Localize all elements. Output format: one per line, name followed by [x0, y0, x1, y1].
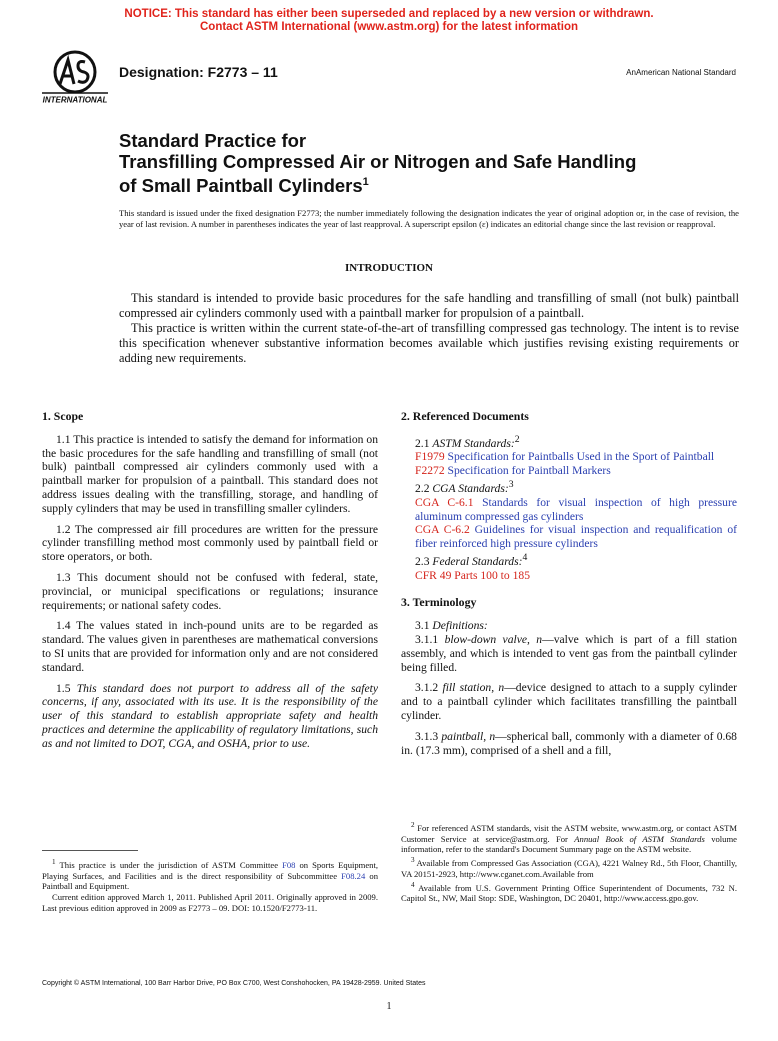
reference-f2272[interactable] — [401, 464, 737, 478]
introduction-paragraph-1: This standard is intended to provide basic procedures for the safe handling and transfilling of small (not bulk) paintball compressed air cylinders commonly used with a paintball marker for propulsion of a paintball. — [119, 291, 739, 320]
definition-3-1-2-number: 3.1.2 — [415, 681, 443, 695]
page-number: 1 — [386, 1001, 392, 1012]
footnote-2-text-b: volume information, refer to the standard's Document Summary page on the ASTM website. — [401, 833, 737, 855]
left-footnotes — [42, 850, 378, 914]
footnote-1-text-c: on Paintball and Equipment. — [42, 870, 378, 892]
footnote-2-book-title: Annual Book of ASTM Standards — [574, 833, 705, 844]
footnote-4-text: Available from U.S. Government Printing Office Superintendent of Documents, 732 N. Capitol St., NW, Mail Stop: SDE, Washington, DC 20401, http://www.access.gpo.gov. — [401, 882, 737, 904]
footnote-divider — [42, 850, 138, 851]
f2272-title[interactable]: Specification for Paintball Markers — [447, 464, 611, 478]
introduction-heading: INTRODUCTION — [344, 262, 433, 274]
scope-1-1: 1.1 This practice is intended to satisfy the demand for information on the basic procedures for the safe handling and transfilling of small (not bulk) paintball compressed air cylinders commonly used with a paintball marker for propulsion of a paintball. This standard does not address issues dealing with the transfilling, storage, and handling of supply cylinders that may be used in transfilling smaller cylinders. — [42, 432, 378, 515]
astm-standards-title: ASTM Standards: — [432, 436, 515, 450]
right-footnotes — [401, 820, 737, 904]
scope-heading: 1. Scope — [42, 409, 84, 423]
right-column — [401, 410, 737, 764]
footnote-1-text-b: on Sports Equipment, Playing Surfaces, and Facilities and is the direct responsibility of Subcommittee — [42, 859, 379, 881]
footnote-3 — [401, 855, 737, 879]
title-line-3 — [119, 172, 739, 196]
scope-1-5-text: This standard does not purport to address all of the safety concerns, if any, associated with its use. It is the responsibility of the user of this standard to establish appropriate safety and health practices and determine the applicability of regulatory limitations, such as and not limited to DOT, CGA, and OSHA, prior to use. — [42, 681, 378, 750]
footnote-3-text: Available from Compressed Gas Association (CGA), 4221 Walney Rd., 5th Floor, Chantilly, VA 20151-2923, http://www.cganet.com.Available from — [401, 858, 737, 879]
scope-1-2: 1.2 The compressed air fill procedures are written for the pressure cylinder transfilling method most commonly used by paintball field or store operators, or both. — [42, 522, 378, 564]
cga-c61-title[interactable]: Standards for visual inspection of high pressure aluminum compressed gas cylinders — [415, 495, 737, 523]
title-line-3-text: of Small Paintball Cylinders — [119, 175, 363, 197]
footnote-1-text-a: This practice is under the jurisdiction of ASTM Committee — [59, 859, 283, 870]
definition-3-1-3-number: 3.1.3 — [415, 729, 442, 743]
federal-standards-footnote-ref: 4 — [522, 551, 528, 563]
cga-standards-title: CGA Standards: — [432, 481, 509, 495]
federal-standards-label — [401, 551, 737, 569]
referenced-documents-heading: 2. Referenced Documents — [401, 409, 529, 423]
introduction-body — [119, 291, 739, 366]
footnote-2 — [401, 820, 737, 855]
definitions-number: 3.1 — [415, 619, 433, 633]
definition-3-1-2-text: —device designed to attach to a supply cylinder and to a paintball cylinder which facilitates transfilling the paintball cylinder. — [401, 681, 737, 722]
copyright: Copyright © ASTM International, 100 Barr Harbor Drive, PO Box C700, West Conshohocken, PA 19428-2959. United States — [42, 980, 426, 987]
document-title — [119, 130, 739, 196]
astm-standards-label — [401, 433, 737, 451]
left-column — [42, 410, 378, 758]
cga-standards-number: 2.2 — [415, 481, 433, 495]
footnote-4 — [401, 880, 737, 904]
reference-cga-c62[interactable] — [401, 523, 737, 551]
scope-1-3: 1.3 This document should not be confused with federal, state, provincial, or municipal specifications or regulations; insurance requirements; or national safety codes. — [42, 570, 378, 612]
astm-logo — [38, 48, 112, 110]
reference-cfr49[interactable] — [401, 569, 737, 583]
footnote-3-mark: 3 — [411, 856, 415, 865]
reference-cga-c61[interactable] — [401, 496, 737, 524]
logo-text: INTERNATIONAL — [42, 95, 108, 105]
f1979-code[interactable]: F1979 — [415, 450, 445, 464]
terminology-heading: 3. Terminology — [401, 595, 477, 610]
definition-fill-station — [401, 681, 737, 722]
federal-standards-number: 2.3 — [415, 554, 433, 568]
designation: Designation: F2773 – 11 — [119, 64, 278, 80]
title-line-1: Standard Practice for — [119, 130, 307, 151]
definition-3-1-1-text: —valve which is part of a fill station assembly, and which is intended to vent gas from the paintball cylinder being filled. — [401, 632, 737, 674]
definition-3-1-3-term: paintball, n — [441, 729, 496, 743]
notice-line-1: NOTICE: This standard has either been superseded and replaced by a new version or withdrawn. — [124, 8, 654, 20]
scope-1-4: 1.4 The values stated in inch-pound units are to be regarded as standard. The values given in parentheses are mathematical conversions to SI units that are provided for information only and are not considered standard. — [42, 619, 378, 674]
cga-c62-title[interactable]: Guidelines for visual inspection and requalification of fiber reinforced high pressure cylinders — [415, 523, 737, 551]
definition-3-1-1-number: 3.1.1 — [415, 632, 445, 646]
footnote-current-edition: Current edition approved March 1, 2011. Published April 2011. Originally approved in 2009. Last previous edition approved in 2009 as F2773 – 09. DOI: 10.1520/F2773-11. — [42, 892, 378, 914]
footnote-2-text-a: For referenced ASTM standards, visit the ASTM website, www.astm.org, or contact ASTM Customer Service at service@astm.org. For — [401, 822, 738, 844]
committee-f08-link[interactable]: F08 — [282, 859, 296, 870]
subcommittee-f08-24-link[interactable]: F08.24 — [341, 870, 366, 881]
cga-c61-code[interactable]: CGA C-6.1 — [415, 495, 474, 509]
astm-logo-icon — [38, 48, 112, 110]
issued-statement: This standard is issued under the fixed designation F2773; the number immediately following the designation indicates the year of original adoption or, in the case of revision, the year of last revision. A number in parentheses indicates the year of last reapproval. A superscript epsilon (ε) indicates an editorial change since the last revision or reapproval. — [119, 208, 739, 229]
reference-f1979[interactable] — [401, 450, 737, 464]
footnote-2-mark: 2 — [411, 821, 415, 829]
federal-standards-title: Federal Standards: — [432, 554, 523, 568]
footnote-1-mark: 1 — [52, 858, 56, 866]
definition-3-1-1-term: blow-down valve, n — [444, 632, 543, 646]
definition-blow-down-valve — [401, 633, 737, 674]
withdrawal-notice — [0, 8, 778, 34]
cga-standards-label — [401, 478, 737, 496]
f2272-code[interactable]: F2272 — [415, 464, 445, 478]
definition-3-1-2-term: fill station, n — [442, 681, 505, 695]
f1979-title[interactable]: Specification for Paintballs Used in the Sport of Paintball — [447, 450, 715, 464]
astm-standards-footnote-ref: 2 — [514, 433, 520, 445]
title-line-2: Transfilling Compressed Air or Nitrogen and Safe Handling — [119, 151, 637, 172]
notice-line-2: Contact ASTM International (www.astm.org) for the latest information — [199, 21, 579, 33]
definitions-title: Definitions: — [432, 619, 488, 633]
definition-3-1-3-text: —spherical ball, commonly with a diameter of 0.68 in. (17.3 mm), comprised of a shell and a fill, — [401, 729, 737, 757]
astm-standards-number: 2.1 — [415, 436, 433, 450]
cga-c62-code[interactable]: CGA C-6.2 — [415, 523, 470, 537]
definition-paintball — [401, 730, 737, 758]
introduction-paragraph-2: This practice is written within the current state-of-the-art of transfilling compressed gas technology. The intent is to revise this specification whenever substantive information becomes available which justifies revising existing requirements or adding new requirements. — [119, 321, 739, 365]
american-national-standard: AnAmerican National Standard — [626, 68, 736, 77]
scope-1-5 — [42, 682, 378, 751]
title-footnote-ref: 1 — [362, 176, 369, 188]
definitions-label — [401, 619, 737, 633]
footnote-1 — [42, 857, 378, 892]
cfr49-code[interactable]: CFR 49 Parts 100 to 185 — [415, 568, 530, 582]
scope-1-5-number: 1.5 — [56, 681, 77, 695]
footnote-4-mark: 4 — [411, 880, 415, 889]
cga-standards-footnote-ref: 3 — [508, 479, 514, 491]
